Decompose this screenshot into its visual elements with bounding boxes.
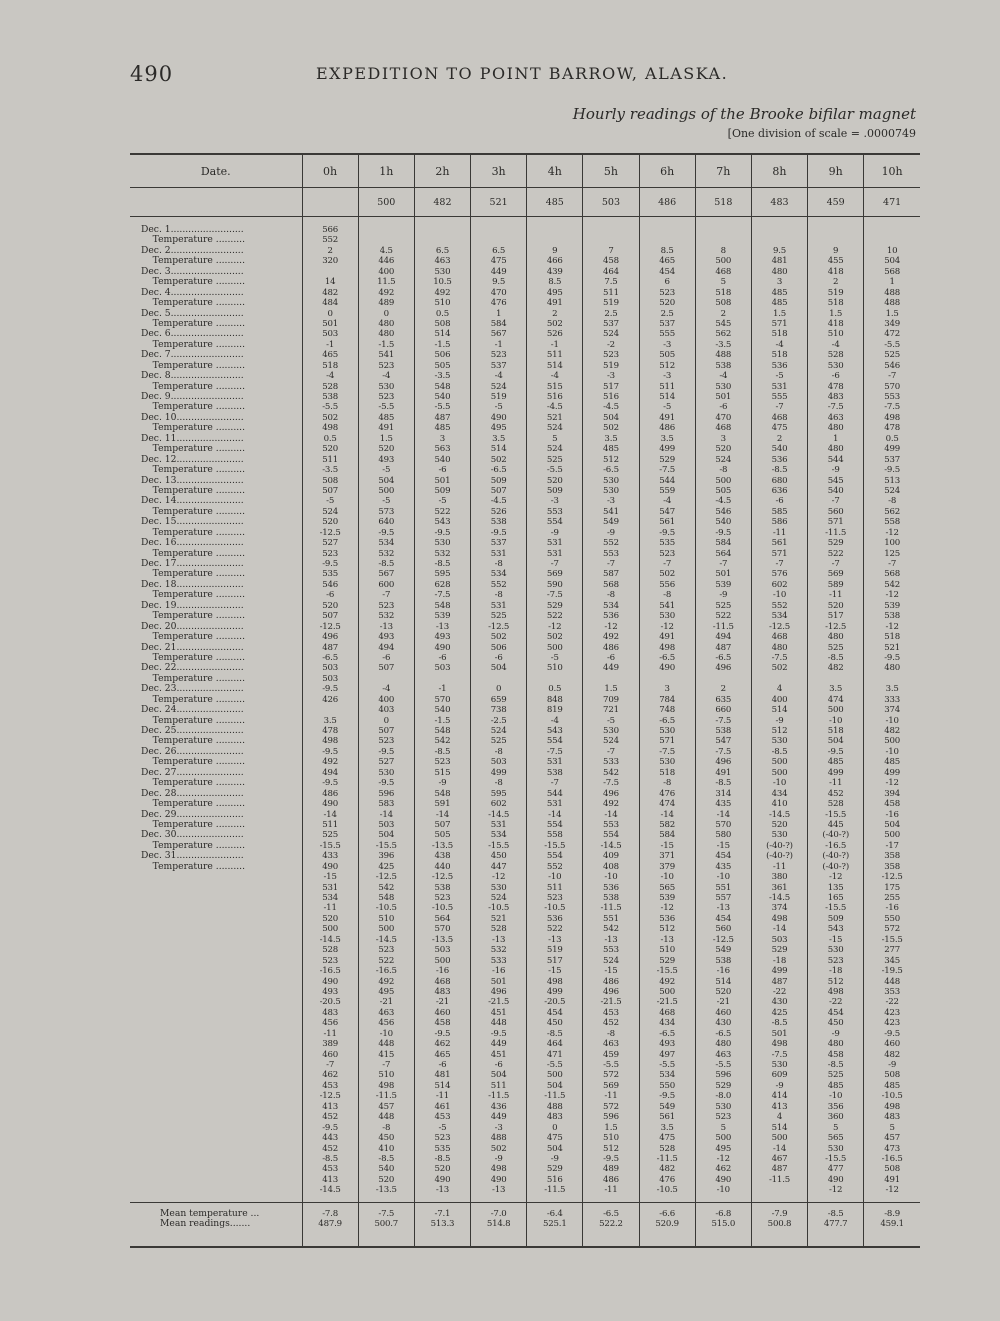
hour-values: 7 458 464 7.5 511 519 2.5 537 524 -2 523 519 -3 517 516 -4.5 504 502 3.5 485 512 -6.5 530 530 -3 541 549 -9 552 553 -7 587 568 -8 534 536 -12 492 486 -6 449 1.5 709 721 -5 530 524 -7 533 542 -7.5 496 492 -14 553 554 -14.5 409 408 -10 536 538 -11.5 551 542 -13 553 524 -15 486 496 -21.5 453 452 -8 463 459 -5.5 572 569 -11 572 596 1.5 510 512 -9.5 489 486 -11 bbox=[600, 245, 622, 1196]
mean-values: -6.8 515.0 bbox=[711, 1208, 736, 1230]
hour-values: 10 504 568 1 488 488 1.5 349 472 -5.5 525 546 -7 570 553 -7.5 498 478 0.5 499 537 -9.5 513 524 -8 562 558 -12 100 125 -7 568 542 -12 539 538 -12 518 521 -9.5 480 3.5 333 374 -10 482 500 -10 485 499 -12 394 458 -16 504 500 -17 358 358 -12.5 175 255 -16 550 572 -15.5 277 345 -19.5 448 353 -22 423 423 -9.5 460 482 -9 508 485 -10.5 498 483 5 457 473 -16.5 508 491 -12 bbox=[881, 245, 903, 1196]
mean-cell bbox=[302, 1202, 358, 1247]
hour-values: 9.5 481 480 3 485 485 1.5 571 518 -4 518 536 -5 531 555 -7 468 475 2 540 536 -8.5 680 636 -6 585 586 -11 561 571 -7 576 602 -10 552 534 -12.5 468 480 -7.5 502 4 400 514 -9 512 530 -8.5 500 500 -10 434 410 -14.5 520 530 (-40-?) (-40-?) -11 380 361 -14.5 374 498 -14 503 529 -18 499 487 -22 430 425 -8.5 501 498 -7.5 530 609 -9 414 413 4 514 500 -14 467 487 -11.5 bbox=[766, 245, 793, 1185]
mean-cell bbox=[695, 1202, 751, 1247]
hour-header: 8h bbox=[751, 154, 807, 188]
hour-column bbox=[639, 217, 695, 1203]
mean-cell bbox=[751, 1202, 807, 1247]
first-reading-cell: 486 bbox=[639, 188, 695, 217]
hour-column bbox=[751, 217, 807, 1203]
first-reading-row bbox=[130, 188, 920, 217]
page-number: 490 bbox=[130, 62, 174, 86]
first-reading-cell: 482 bbox=[414, 188, 470, 217]
date-header: Date. bbox=[130, 154, 302, 188]
hour-header: 6h bbox=[639, 154, 695, 188]
mean-values: -7.9 500.8 bbox=[767, 1208, 792, 1230]
mean-cell bbox=[414, 1202, 470, 1247]
readings-table bbox=[130, 153, 920, 1248]
hour-column bbox=[527, 217, 583, 1203]
mean-cell bbox=[471, 1202, 527, 1247]
first-reading-cell: 483 bbox=[751, 188, 807, 217]
mean-values: -7.5 500.7 bbox=[374, 1208, 399, 1230]
first-reading-cell: 459 bbox=[808, 188, 864, 217]
date-labels: Dec. 1......................... Temperature .......... Dec. 2......................... Temperature .......... Dec. 3......................... Temperature .......... Dec. 4......................... Temperature .......... Dec. 5......................... Temperature .......... Dec. 6......................... Temperature .......... Dec. 7......................... Temperature .......... Dec. 8......................... Temperature .......... Dec. 9......................... Temperature .......... Dec. 10....................... Temperature .......... Dec. 11....................... Temperature .......... Dec. 12....................... Temperature .......... Dec. 13....................... Temperature .......... Dec. 14....................... Temperature .......... Dec. 15....................... Temperature .......... Dec. 16....................... Temperature .......... Dec. 17....................... Temperature .......... Dec. 18....................... Temperature .......... Dec. 19....................... Temperature .......... Dec. 20....................... Temperature .......... Dec. 21....................... Temperature .......... Dec. 22....................... Temperature .......... Dec. 23....................... Temperature .......... Dec. 24....................... Temperature .......... Dec. 25....................... Temperature .......... Dec. 26....................... Temperature .......... Dec. 27....................... Temperature .......... Dec. 28....................... Temperature .......... Dec. 29....................... Temperature .......... Dec. 30....................... Temperature .......... Dec. 31....................... Temperature .......... bbox=[141, 224, 245, 872]
hour-header: 4h bbox=[527, 154, 583, 188]
hour-values: 9 466 439 8.5 495 491 2 502 526 -1 511 514 -4 515 516 -4.5 521 524 5 524 525 -5.5 520 509 -3 553 554 -9 531 531 -7 569 590 -7.5 529 522 -12 502 500 -5 510 0.5 848 819 -4 543 554 -7.5 531 538 -7 544 531 -14 554 558 -15.5 554 552 -10 511 523 -10.5 536 522 -13 519 517 -15 498 499 -20.5 454 450 -8.5 464 471 -5.5 500 504 -11.5 488 483 0 475 504 -9 529 516 -11.5 bbox=[544, 245, 566, 1196]
hour-header: 1h bbox=[358, 154, 414, 188]
hour-header: 0h bbox=[302, 154, 358, 188]
first-reading-cell: 500 bbox=[358, 188, 414, 217]
date-column bbox=[130, 217, 302, 1203]
hour-column bbox=[695, 217, 751, 1203]
first-reading-cell: 518 bbox=[695, 188, 751, 217]
mean-cell bbox=[808, 1202, 864, 1247]
hour-values: 6.5 463 530 10.5 492 510 0.5 508 514 -1.5 506 505 -3.5 548 540 -5.5 487 485 3 563 540 -6 501 509 -5 522 543 -9.5 530 532 -8.5 595 628 -7.5 548 539 -13 493 490 -6 503 -1 570 540 -1.5 548 542 -8.5 523 515 -9 548 591 -14 507 505 -13.5 438 440 -12.5 538 523 -10.5 564 570 -13.5 503 500 -16 468 483 -21 460 458 -9.5 462 465 -6 481 514 -11 461 453 -5 523 535 -8.5 520 490 -13 bbox=[431, 245, 453, 1196]
mean-values: -7.8 487.9 bbox=[318, 1208, 342, 1230]
hour-values: 6.5 475 449 9.5 470 476 1 584 567 -1 523 537 -4 524 519 -5 490 495 3.5 514 502 -6.5 509 507 -4.5 526 538 -9.5 537 531 -8 534 552 -8 531 525 -12.5 502 506 -6 504 0 659 738 -2.5 524 525 -8 503 499 -8 595 602 -14.5 531 534 -15.5 450 447 -12 530 524 -10.5 521 528 -13 532 533 -16 501 496 -21.5 451 448 -9.5 449 451 -6 504 511 -11.5 436 449 -3 488 502 -9 498 490 -13 bbox=[488, 245, 510, 1196]
table-caption: Hourly readings of the Brooke bifilar magnet bbox=[572, 105, 916, 123]
running-head: EXPEDITION TO POINT BARROW, ALASKA. bbox=[316, 64, 729, 83]
mean-values: -6.4 525.1 bbox=[542, 1208, 567, 1230]
hour-header: 2h bbox=[414, 154, 470, 188]
hour-header: 10h bbox=[864, 154, 920, 188]
mean-values: -8.9 459.1 bbox=[880, 1208, 904, 1230]
first-reading-cell: 521 bbox=[471, 188, 527, 217]
hour-column bbox=[471, 217, 527, 1203]
hour-column bbox=[358, 217, 414, 1203]
mean-values: -6.5 522.2 bbox=[599, 1208, 623, 1230]
means-label-text: Mean temperature ... Mean readings....... bbox=[160, 1207, 260, 1230]
means-label bbox=[130, 1202, 302, 1247]
hour-column bbox=[583, 217, 639, 1203]
scale-note: [One division of scale = .0000749 bbox=[727, 127, 916, 140]
hour-values: 4.5 446 400 11.5 492 489 0 480 480 -1.5 541 523 -4 530 523 -5.5 485 491 1.5 520 493 -5 504 500 -5 573 640 -9.5 534 532 -8.5 567 600 -7 523 532 -13 493 494 -6 507 -4 400 403 0 507 523 -9.5 527 530 -9.5 596 583 -14 503 504 -15.5 396 425 -12.5 542 548 -10.5 510 500 -14.5 523 522 -16.5 492 495 -21 463 456 -10 448 415 -7 510 498 -11.5 457 448 -8 450 410 -8.5 540 520 -13.5 bbox=[375, 245, 397, 1196]
means-row bbox=[130, 1202, 920, 1247]
hour-header: 9h bbox=[808, 154, 864, 188]
mean-cell bbox=[358, 1202, 414, 1247]
daily-readings-row bbox=[130, 217, 920, 1203]
hour-values: 566 552 2 320 14 482 484 0 501 503 -1 465 518 -4 528 538 -5.5 502 498 0.5 520 511 -3.5 508 507 -5 524 520 -12.5 527 523 -9.5 535 546 -6 520 507 -12.5 496 487 -6.5 503 503 -9.5 426 3.5 478 498 -9.5 492 494 -9.5 486 490 -14 511 525 -15.5 433 490 -15 531 534 -11 520 500 -14.5 528 523 -16.5 490 493 -20.5 483 456 -11 389 460 -7 462 453 -12.5 413 452 -9.5 443 452 -8.5 453 413 -14.5 bbox=[319, 225, 341, 1196]
hour-header: 3h bbox=[471, 154, 527, 188]
first-reading-cell: 471 bbox=[864, 188, 920, 217]
hour-values: 9 455 418 2 519 518 1.5 418 510 -4 528 530 -6 478 483 -7.5 463 480 1 480 544 -9 545 540 -7 560 571 -11.5 529 522 -7 569 589 -11 520 517 -12.5 480 525 -8.5 482 3.5 474 500 -10 518 504 -9.5 485 499 -11 452 528 -15.5 445 (-40-?) -16.5 (-40-?) (-40-?) -12 135 165 -15.5 509 543 -15 530 523 -18 512 498 -22 454 450 -9 480 458 -8.5 525 485 -10 356 360 5 565 530 -15.5 477 490 -12 bbox=[822, 245, 849, 1196]
blank-cell bbox=[130, 188, 302, 217]
mean-cell bbox=[639, 1202, 695, 1247]
mean-values: -7.0 514.8 bbox=[486, 1208, 511, 1230]
hour-values: 8.5 465 454 6 523 520 2.5 537 555 -3 505 512 -3 511 514 -5 491 486 3.5 499 529 -7.5 544 559 -4 547 561 -9.5 535 523 -7 502 556 -8 541 530 -12 491 498 -6.5 490 3 784 748 -6.5 530 571 -7.5 530 518 -8 476 474 -14 582 584 -15 371 379 -10 565 539 -12 536 512 -13 510 529 -15.5 492 500 -21.5 468 434 -6.5 493 497 -5.5 534 550 -9.5 549 561 3.5 475 528 -11.5 482 476 -10.5 bbox=[656, 245, 678, 1196]
mean-cell bbox=[583, 1202, 639, 1247]
first-reading-cell: 503 bbox=[583, 188, 639, 217]
mean-values: -8.5 477.7 bbox=[823, 1208, 848, 1230]
hour-values: 8 500 468 5 518 508 2 545 562 -3.5 488 538 -4 530 501 -6 470 468 3 520 524 -8 500 505 -4.5 546 540 -9.5 584 564 -7 501 539 -9 525 522 -11.5 494 487 -6.5 496 2 635 660 -7.5 538 547 -7.5 496 491 -8.5 314 435 -14 570 580 -15 454 435 -10 551 557 -13 454 560 -12.5 549 538 -16 514 520 -21 460 430 -6.5 480 463 -5.5 596 529 -8.0 530 523 5 500 495 -12 462 490 -10 bbox=[712, 245, 734, 1196]
first-reading-cell: 485 bbox=[527, 188, 583, 217]
hour-column bbox=[302, 217, 358, 1203]
hour-column bbox=[864, 217, 920, 1203]
hour-column bbox=[414, 217, 470, 1203]
mean-values: -6.6 520.9 bbox=[655, 1208, 679, 1230]
mean-cell bbox=[864, 1202, 920, 1247]
hour-header: 5h bbox=[583, 154, 639, 188]
mean-values: -7.1 513.3 bbox=[430, 1208, 455, 1230]
readings-table-container bbox=[130, 153, 920, 1291]
mean-cell bbox=[527, 1202, 583, 1247]
hour-column bbox=[808, 217, 864, 1203]
header-row bbox=[130, 154, 920, 188]
first-reading-cell bbox=[302, 188, 358, 217]
hour-header: 7h bbox=[695, 154, 751, 188]
